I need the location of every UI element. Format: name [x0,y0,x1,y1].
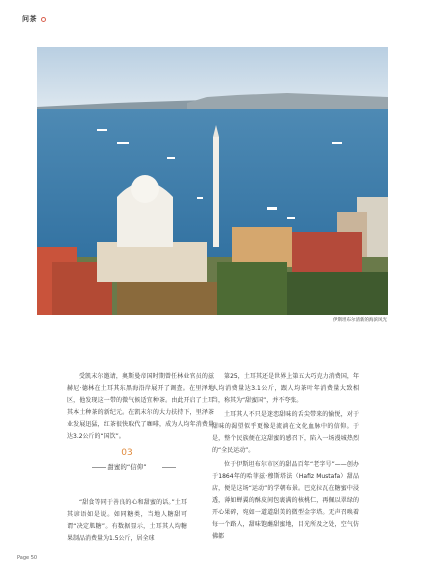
divider-right [162,467,176,468]
paragraph: 第25，土耳其还是世界上第五大巧克力消费国，年人均消费量达3.1公斤，跟人均茶叶年消费量大致相当，称其为“甜蜜国”，并不夸张。 [212,373,359,404]
section-header [22,14,46,24]
photo-caption: 伊斯坦布尔清新的海滨风光 [333,318,387,323]
paragraph: 受凯末尔邀请，奥斯曼帝国时期曾任林业官员的兹赫尼·德林在土耳其东黑海沿岸展开了调查。在里泽地区，他发现这一带的微气候适宜种茶。由此开启了土耳其本土种茶的新纪元。在凯末尔的大力扶持下，里泽茶业发展迅猛，红茶很快取代了咖啡，成为人均年消费量达3.2公斤的“国饮”。 [67,373,214,440]
paragraph: “甜食等同于善良的心和甜蜜的话。”土耳其谚语如是说。如同糖类，当地人糖甜可谓“决定肌糖”。有数据显示，土耳其人均糖果制品消费量为1.5公斤，居全球 [67,499,187,542]
paragraph: 位于伊斯坦布尔市区的甜品百年“老字号”——创办于1864年的哈菲兹·穆斯塔法（Hafiz Mustafa）甜品店，便是这场“运动”的学朝布景。巴克拉瓦在糖蜜中浸透，薄如蝉翼的酥皮间包裹满的核桃仁，再佩以翠绿的开心果碎，宛如一道道甜美的微型金字塔。无声召唤着每一个路人，甜味饱蘸甜蜜地，目光所及之处，空气仿佛都 [212,461,359,540]
section-number: 03 [121,448,133,458]
right-column [212,371,359,543]
bosphorus-photo [37,47,388,315]
section-heading: 甜蜜的“信仰” [107,463,147,471]
circle-icon [41,17,46,22]
page-number: Page 50 [17,555,38,561]
section-title: 问茶 [22,15,37,23]
left-column [67,371,214,443]
left-column-bottom [67,497,187,545]
paragraph: 土耳其人不只是迷恋甜味的舌尖带来的愉悦，对于甜味的渴望似乎更像是流淌在文化血脉中的信仰。于是，整个民族便在这甜蜜的感召下，陷入一场漫城热烈的“全民运动”。 [212,411,359,454]
